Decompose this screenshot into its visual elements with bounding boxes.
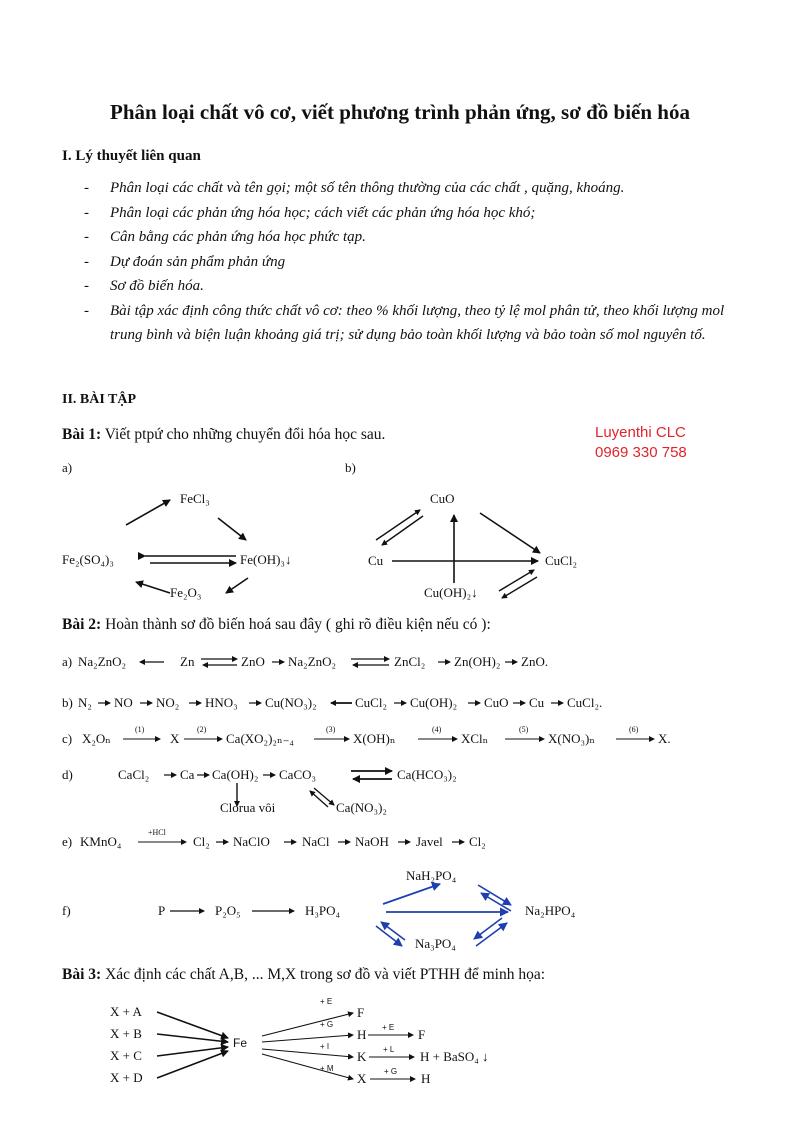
- formula-cuo: CuO: [430, 491, 455, 506]
- condition: + G: [384, 1067, 398, 1076]
- eq-f-label: f): [62, 903, 71, 918]
- formula: NaCl: [302, 834, 330, 849]
- arrow: [262, 1049, 353, 1057]
- brand-name: Luyenthi CLC: [595, 424, 686, 441]
- theory-item: - Dự đoán sản phẩm phản ứng: [84, 250, 754, 275]
- formula: N₂: [78, 695, 92, 710]
- condition: + I: [320, 1042, 330, 1051]
- formula: Javel: [416, 834, 443, 849]
- exercise-text: Xác định các chất A,B, ... M,X trong sơ đồ và viết PTHH để minh họa:: [101, 966, 546, 983]
- formula: XClₙ: [461, 731, 489, 746]
- eq-d-label: d): [62, 767, 73, 782]
- formula: CaCl₂: [118, 767, 150, 782]
- formula: H + BaSO₄ ↓: [420, 1049, 489, 1064]
- formula-fe: Fe: [233, 1036, 248, 1050]
- formula-fecl3: FeCl₃: [180, 491, 210, 506]
- theory-item: - Phân loại các phản ứng hóa học; cách viết các phản ứng hóa học khó;: [84, 201, 754, 226]
- step-number: (6): [629, 725, 639, 734]
- arrow: [218, 518, 246, 540]
- step-number: (5): [519, 725, 529, 734]
- condition: + M: [320, 1064, 334, 1073]
- step-number: (3): [326, 725, 336, 734]
- formula: CaCO₃: [279, 767, 317, 782]
- formula: Cu: [529, 695, 545, 710]
- exercise-text: Hoàn thành sơ đồ biến hoá sau đây ( ghi rõ điều kiện nếu có ):: [101, 616, 491, 633]
- step-number: (4): [432, 725, 442, 734]
- section-heading-theory: I. Lý thuyết liên quan: [62, 148, 201, 164]
- theory-item: - Phân loại các chất và tên gọi; một số tên thông thường của các chất , quặng, khoáng.: [84, 176, 754, 201]
- formula: NaClO: [233, 834, 270, 849]
- formula: P₂O₅: [215, 903, 241, 918]
- step-number: (1): [135, 725, 145, 734]
- eq-a-label: a): [62, 654, 73, 669]
- formula: Na₂ZnO₂: [78, 654, 127, 669]
- exercise-label: Bài 3:: [62, 966, 102, 983]
- eq-b-label: b): [62, 695, 73, 710]
- formula: Cu(NO₃)₂: [265, 695, 317, 710]
- arrow: [381, 922, 405, 940]
- formula: CuO: [484, 695, 509, 710]
- formula: X: [357, 1071, 367, 1086]
- arrow: [383, 884, 440, 904]
- formula-cu: Cu: [368, 553, 384, 568]
- arrow: [226, 578, 248, 593]
- formula: CuCl₂.: [567, 695, 603, 710]
- arrow: [262, 1013, 353, 1036]
- formula: Ca: [180, 767, 195, 782]
- formula-nah2po4: NaH₂PO₄: [406, 868, 457, 883]
- formula: X: [170, 731, 180, 746]
- formula: Zn(OH)₂: [454, 654, 501, 669]
- condition: + G: [320, 1020, 334, 1029]
- condition: + L: [383, 1045, 395, 1054]
- formula: F: [418, 1027, 426, 1042]
- part-b-label: b): [345, 460, 356, 475]
- formula: F: [357, 1005, 365, 1020]
- formula: ZnO: [241, 654, 265, 669]
- formula: H: [357, 1027, 367, 1042]
- brand-phone: 0969 330 758: [595, 444, 687, 461]
- formula: Ca(XO₂)₂ₙ₋₄: [226, 731, 294, 746]
- arrow: [157, 1034, 228, 1042]
- arrow: [126, 500, 170, 525]
- formula: Ca(OH)₂: [212, 767, 259, 782]
- reactant-pair: X + B: [110, 1026, 142, 1041]
- formula: HNO₃: [205, 695, 238, 710]
- part-a-label: a): [62, 460, 73, 475]
- arrow: [382, 516, 423, 545]
- arrow: [136, 582, 170, 593]
- exercise-label: Bài 1:: [62, 426, 102, 443]
- formula: CuCl₂: [355, 695, 387, 710]
- exercise-label: Bài 2:: [62, 616, 102, 633]
- step-number: (2): [197, 725, 207, 734]
- reactant-pair: X + C: [110, 1048, 142, 1063]
- formula: Na₂ZnO₂: [288, 654, 337, 669]
- formula-fe2o3: Fe₂O₃: [170, 585, 202, 600]
- exercise-2-heading: [62, 616, 491, 634]
- section-heading-exercises: II. BÀI TẬP: [62, 392, 137, 407]
- arrow: [262, 1054, 353, 1079]
- arrow: [480, 513, 540, 553]
- arrow: [474, 918, 502, 939]
- exercise-text: Viết ptpứ cho những chuyển đổi hóa học sau.: [101, 426, 386, 443]
- theory-item: - Bài tập xác định công thức chất vô cơ: theo % khối lượng, theo tỷ lệ mol phân tử, theo khối lượng mol trung bình và biện luận khoảng giá trị; sử dụng bảo toàn khối lượng và bảo toàn số mol nguyên tố.: [84, 299, 754, 348]
- formula-cano3: Ca(NO₃)₂: [336, 800, 387, 815]
- arrow: [499, 570, 534, 591]
- formula: H: [421, 1071, 431, 1086]
- condition: + E: [382, 1023, 395, 1032]
- formula-cucl2: CuCl₂: [545, 553, 577, 568]
- arrow: [502, 577, 537, 598]
- reactant-pair: X + A: [110, 1004, 142, 1019]
- condition: +HCl: [148, 828, 166, 837]
- formula: Cl₂: [469, 834, 486, 849]
- arrow: [376, 510, 420, 540]
- formula: NaOH: [355, 834, 389, 849]
- formula: Zn: [180, 654, 195, 669]
- formula: K: [357, 1049, 367, 1064]
- arrow: [262, 1035, 353, 1042]
- formula: ZnCl₂: [394, 654, 426, 669]
- formula-na2hpo4: Na₂HPO₄: [525, 903, 576, 918]
- eq-c-label: c): [62, 731, 73, 746]
- theory-item: - Sơ đồ biến hóa.: [84, 274, 754, 299]
- formula: Ca(HCO₃)₂: [397, 767, 457, 782]
- formula: X.: [658, 731, 671, 746]
- formula: P: [158, 903, 166, 918]
- theory-item: - Cân bằng các phản ứng hóa học phức tạp.: [84, 225, 754, 250]
- formula: ZnO.: [521, 654, 549, 669]
- formula: Cl₂: [193, 834, 210, 849]
- page-title: Phân loại chất vô cơ, viết phương trình phản ứng, sơ đồ biến hóa: [110, 100, 690, 124]
- formula: X₂Oₙ: [82, 731, 111, 746]
- formula: NO: [114, 695, 133, 710]
- formula-clorua-voi: Clorua vôi: [220, 800, 276, 815]
- formula: KMnO₄: [80, 834, 122, 849]
- formula: NO₂: [156, 695, 180, 710]
- formula: X(OH)ₙ: [353, 731, 396, 746]
- formula-na3po4: Na₃PO₄: [415, 936, 456, 951]
- formula: H₃PO₄: [305, 903, 341, 918]
- condition: + E: [320, 997, 333, 1006]
- formula-cuoh2: Cu(OH)₂↓: [424, 585, 478, 600]
- reactant-pair: X + D: [110, 1070, 143, 1085]
- arrow: [310, 791, 328, 807]
- exercise-3-heading: [62, 966, 545, 984]
- formula: X(NO₃)ₙ: [548, 731, 595, 746]
- formula: Cu(OH)₂: [410, 695, 458, 710]
- eq-e-label: e): [62, 834, 73, 849]
- formula-fe2so43: Fe₂(SO₄)₃: [62, 552, 114, 567]
- formula-feoh3: Fe(OH)₃↓: [240, 552, 292, 567]
- arrow: [157, 1012, 228, 1038]
